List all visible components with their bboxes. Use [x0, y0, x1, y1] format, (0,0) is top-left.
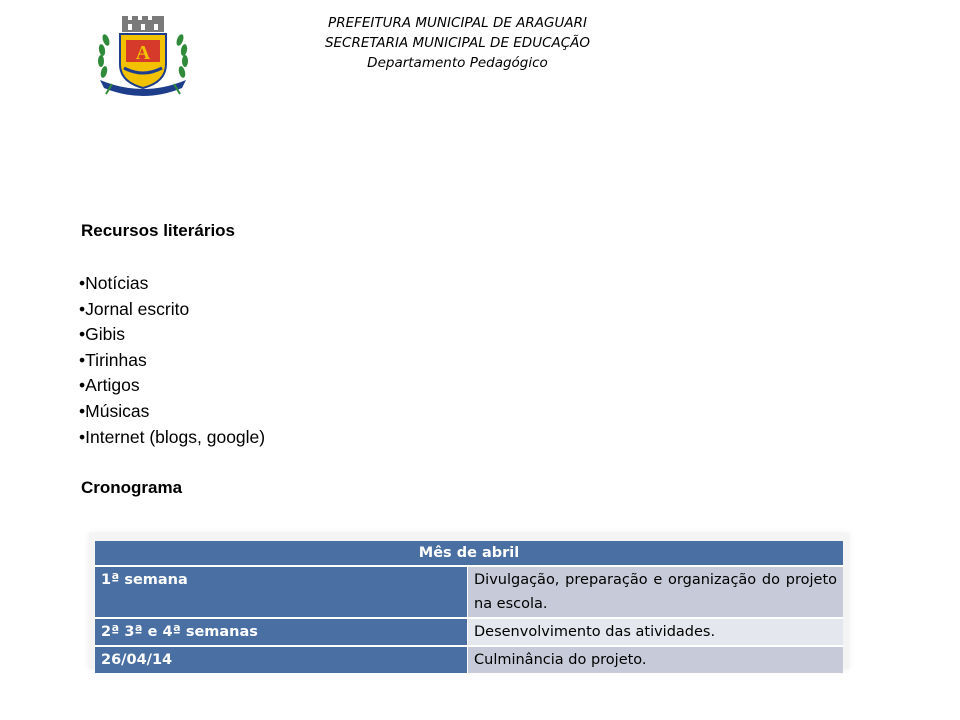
table-row	[95, 566, 843, 618]
header-line-secretaria: SECRETARIA MUNICIPAL DE EDUCAÇÃO	[324, 35, 591, 51]
institution-header	[250, 13, 665, 73]
period-cell: 1ª semana	[95, 566, 468, 618]
list-item: • Jornal escrito	[79, 297, 265, 323]
list-item: • Tirinhas	[79, 348, 265, 374]
recursos-list	[79, 271, 265, 450]
cronograma-table	[95, 541, 843, 673]
period-cell: 2ª 3ª e 4ª semanas	[95, 618, 468, 646]
list-item: • Notícias	[79, 271, 265, 297]
cronograma-table-container	[89, 533, 849, 669]
table-header: Mês de abril	[95, 541, 843, 566]
period-cell: 26/04/14	[95, 646, 468, 673]
table-row	[95, 618, 843, 646]
activity-cell: Desenvolvimento das atividades.	[468, 618, 844, 646]
svg-text:A: A	[135, 42, 151, 64]
list-item: • Internet (blogs, google)	[79, 425, 265, 451]
table-row	[95, 646, 843, 673]
list-item: • Músicas	[79, 399, 265, 425]
activity-cell: Divulgação, preparação e organização do projeto na escola.	[468, 566, 844, 618]
list-item: • Artigos	[79, 373, 265, 399]
recursos-title: Recursos literários	[81, 221, 236, 240]
coat-of-arms-icon	[92, 14, 194, 100]
cronograma-title: Cronograma	[81, 478, 183, 497]
header-line-prefeitura: PREFEITURA MUNICIPAL DE ARAGUARI	[328, 15, 587, 31]
activity-cell: Culminância do projeto.	[468, 646, 844, 673]
list-item: • Gibis	[79, 322, 265, 348]
header-line-departamento: Departamento Pedagógico	[367, 55, 548, 71]
